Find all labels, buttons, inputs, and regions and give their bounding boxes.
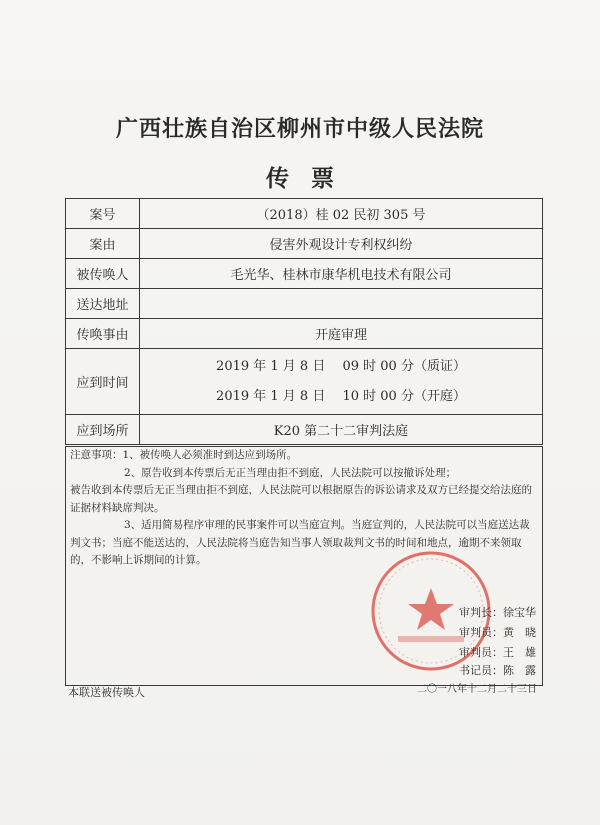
- time-line-1: 2019 年 1 月 8 日 09 时 00 分（质证）: [216, 358, 466, 374]
- place-label: 应到场所: [66, 415, 140, 445]
- case-no-value: （2018）桂 02 民初 305 号: [140, 199, 543, 229]
- note-1: 注意事项：1、被传唤人必须准时到达应到场所。: [70, 449, 298, 461]
- row-case-no: [66, 199, 543, 229]
- cause-label: 案由: [66, 229, 140, 259]
- time-value: [140, 349, 543, 415]
- time-label: 应到时间: [66, 349, 140, 415]
- matter-label: 传唤事由: [66, 319, 140, 349]
- note-4: 3、适用简易程序审理的民事案件可以当庭宣判。当庭宣判的，人民法院可以当庭送达裁判文书；当庭不能送达的，人民法院将当庭告知当事人领取裁判文书的时间和地点，逾期不来领取的，不影响上诉期间的计算。: [70, 519, 530, 566]
- row-matter: [66, 319, 543, 349]
- row-address: [66, 289, 543, 319]
- judge-1: 审判员：黄 晓: [459, 626, 536, 639]
- matter-value: 开庭审理: [140, 319, 543, 349]
- issue-date: 二〇一八年十二月二十三日: [417, 684, 537, 695]
- address-value: [140, 289, 543, 319]
- summoned-label: 被传唤人: [66, 259, 140, 289]
- summoned-value: 毛光华、桂林市康华机电技术有限公司: [140, 259, 543, 289]
- note-3: 被告收到本传票后无正当理由拒不到庭，人民法院可以根据原告的诉讼请求及双方已经提交给法庭的证据材料缺席判决。: [70, 484, 532, 514]
- time-line-2: 2019 年 1 月 8 日 10 时 00 分（开庭）: [216, 388, 466, 404]
- presiding-judge: 审判长：徐宝华: [459, 606, 536, 619]
- note-2: 2、原告收到本传票后无正当理由拒不到庭，人民法院可以按撤诉处理；: [124, 466, 457, 479]
- row-place: [66, 415, 543, 445]
- document-title: 传票: [266, 165, 356, 192]
- clerk: 书记员：陈 露: [459, 664, 536, 677]
- place-value: K20 第二十二审判法庭: [140, 415, 543, 445]
- row-cause: [66, 229, 543, 259]
- row-time: [66, 349, 543, 415]
- cause-value: 侵害外观设计专利权纠纷: [140, 229, 543, 259]
- summons-form: [65, 198, 543, 445]
- court-name: 广西壮族自治区柳州市中级人民法院: [115, 116, 484, 142]
- footer-note: 本联送被传唤人: [68, 686, 145, 699]
- case-no-label: 案号: [66, 199, 140, 229]
- judge-2: 审判员：王 雄: [459, 646, 536, 659]
- address-label: 送达地址: [66, 289, 140, 319]
- row-summoned: [66, 259, 543, 289]
